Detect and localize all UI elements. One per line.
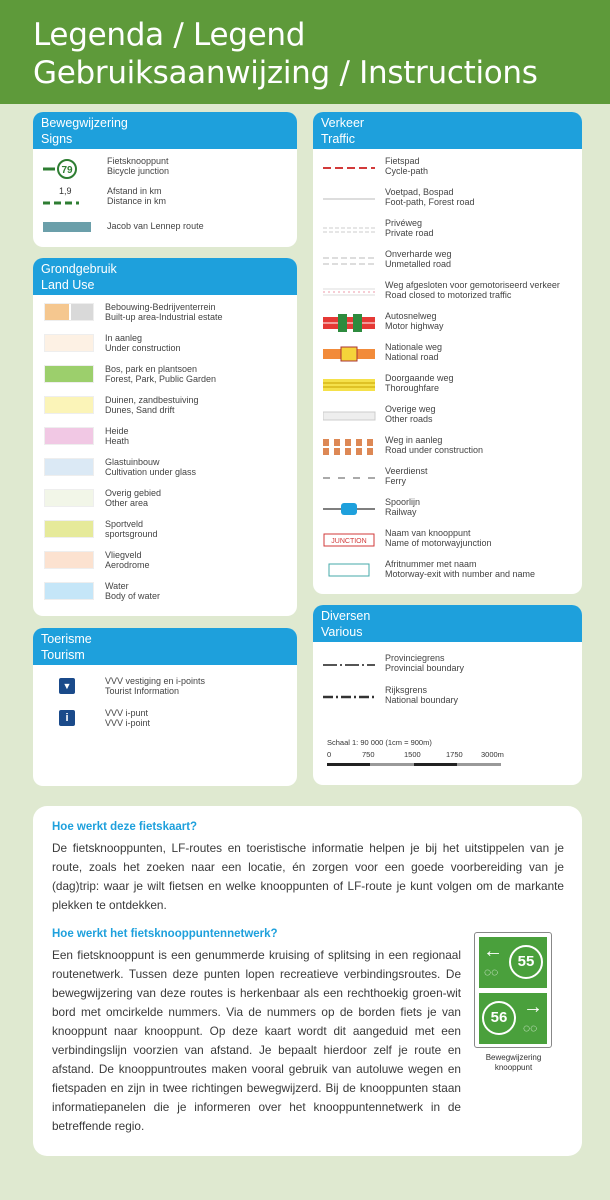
- label-nl: Doorgaande weg: [385, 373, 454, 383]
- label-nl: Bebouwing-Bedrijventerrein: [105, 302, 216, 312]
- legend-item-vvv: [33, 676, 297, 704]
- label-nl: Duinen, zandbestuiving: [105, 395, 199, 405]
- label-en: Road under construction: [385, 445, 484, 455]
- arrow-right-icon: →: [523, 996, 543, 1018]
- traffic-label: [385, 466, 428, 486]
- landuse-label: [105, 550, 150, 570]
- tourism-panel: [33, 628, 297, 786]
- traffic-item: [313, 373, 582, 401]
- landuse-item: [33, 519, 297, 547]
- junction-symbol: [43, 158, 95, 178]
- traffic-symbol: [323, 499, 375, 519]
- traffic-subtitle: Traffic: [321, 132, 356, 146]
- traffic-item: [313, 280, 582, 308]
- landuse-item: [33, 488, 297, 516]
- label-nl: Fietspad: [385, 156, 420, 166]
- label-en: Unmetalled road: [385, 259, 452, 269]
- label-nl: VVV vestiging en i-points: [105, 676, 206, 686]
- traffic-symbol: [323, 375, 375, 395]
- various-subtitle: Various: [321, 625, 363, 639]
- tourism-title: Toerisme: [41, 632, 92, 646]
- label-en: Other area: [105, 498, 149, 508]
- label-nl: Sportveld: [105, 519, 144, 529]
- label-en: Aerodrome: [105, 560, 150, 570]
- landuse-header: [33, 258, 297, 295]
- label-en: Body of water: [105, 591, 161, 601]
- label-nl: Afstand in km: [107, 186, 162, 196]
- scale-label: Schaal 1: 90 000 (1cm = 900m): [327, 738, 432, 747]
- label-en: Provincial boundary: [385, 663, 465, 673]
- label-en: Distance in km: [107, 196, 167, 206]
- landuse-label: [105, 426, 129, 446]
- scale-tick-4: 3000m: [481, 750, 504, 759]
- traffic-label: [385, 497, 420, 517]
- label-nl: Privéweg: [385, 218, 423, 228]
- label-en: Motor highway: [385, 321, 444, 331]
- label-nl: Heide: [105, 426, 129, 436]
- legend-item-provincial-boundary: [313, 653, 582, 681]
- bicycle-icon: ◌◌: [484, 965, 499, 979]
- traffic-label: [385, 559, 535, 579]
- junction-tag: JUNCTION: [331, 538, 367, 545]
- distance-symbol: [43, 188, 95, 208]
- legend-item-national-boundary: [313, 685, 582, 713]
- landuse-item: [33, 581, 297, 609]
- label-en: Railway: [385, 507, 417, 517]
- landuse-label: [105, 333, 181, 353]
- arrow-left-icon: ←: [483, 940, 503, 962]
- distance-value: 1,9: [59, 186, 72, 196]
- sign-number-top: 55: [509, 945, 543, 979]
- traffic-label: [385, 373, 454, 393]
- bicycle-icon: ◌◌: [523, 1021, 538, 1035]
- traffic-label: [385, 342, 442, 362]
- label-nl: Vliegveld: [105, 550, 142, 560]
- label-en: VVV i-point: [105, 718, 151, 728]
- traffic-symbol: [323, 468, 375, 488]
- signs-header: [33, 112, 297, 149]
- traffic-symbol: [323, 189, 375, 209]
- traffic-title: Verkeer: [321, 116, 365, 130]
- traffic-item: [313, 218, 582, 246]
- landuse-label: [105, 302, 223, 322]
- legend-item-distance: [33, 186, 297, 214]
- label-en: Foot-path, Forest road: [385, 197, 475, 207]
- traffic-label: [385, 218, 434, 238]
- sign-top-panel: [479, 937, 547, 988]
- traffic-label: [385, 187, 475, 207]
- landuse-item: [33, 395, 297, 423]
- color-swatch: [44, 458, 94, 476]
- label-nl: In aanleg: [105, 333, 143, 343]
- color-swatch: [44, 303, 94, 321]
- sign-caption: Bewegwijzering knooppunt: [485, 1053, 542, 1072]
- traffic-symbol: [323, 406, 375, 426]
- signs-subtitle: Signs: [41, 132, 73, 146]
- traffic-label: [385, 404, 436, 424]
- traffic-label: [385, 435, 483, 455]
- traffic-symbol: [323, 530, 375, 550]
- paragraph-network: Een fietsknooppunt is een genummerde kruising of splitsing in een regionaal routenetwerk. Tussen deze punten lopen recreatieve verbindingsroutes. De bewegwijzering van deze routes is herkenbaar als een rechthoekig groen-wit bord met omcirkelde nummers. Via de nummers op de borden fiets je van knooppunt naar knooppunt. Op deze kaart wordt dit aangeduid met een verbindingslijn voorzien van afstand. Je bepaalt hierdoor zelf je route en afstand. De knooppuntroutes maken vooral gebruik van autoluwe wegen en fietspaden en zijn in twee richtingen bewegwijzerd. Bij de knooppunten staan informatiepanelen die je informeren over het knooppuntennetwerk in de betreffende regio.: [52, 948, 461, 1133]
- label-en: sportsground: [105, 529, 158, 539]
- provincial-boundary-symbol: [323, 655, 375, 675]
- label-nl: Overig gebied: [105, 488, 162, 498]
- label-nl: Weg in aanleg: [385, 435, 443, 445]
- scale-tick-0: 0: [327, 750, 332, 759]
- traffic-label: [385, 280, 560, 300]
- label-nl: Naam van knooppunt: [385, 528, 471, 538]
- legend-item-jacob-van-lennep: [33, 216, 297, 244]
- label-en: Private road: [385, 228, 434, 238]
- color-swatch: [44, 427, 94, 445]
- label-en: Forest, Park, Public Garden: [105, 374, 217, 384]
- label-nl: Onverharde weg: [385, 249, 452, 259]
- label-nl: Provinciegrens: [385, 653, 445, 663]
- landuse-item: [33, 457, 297, 485]
- traffic-item: [313, 497, 582, 525]
- traffic-item: [313, 342, 582, 370]
- traffic-item: [313, 187, 582, 215]
- scale-tick-2: 1500: [404, 750, 421, 759]
- national-boundary-symbol: [323, 687, 375, 707]
- label-nl: Rijksgrens: [385, 685, 428, 695]
- landuse-label: [105, 457, 196, 477]
- legend-item-i-point: [33, 708, 297, 736]
- landuse-item: [33, 302, 297, 330]
- junction-badge-number: 79: [61, 165, 73, 176]
- landuse-label: [105, 364, 216, 384]
- label-nl: Jacob van Lennep route: [107, 221, 204, 231]
- color-swatch: [44, 334, 94, 352]
- color-swatch: [44, 551, 94, 569]
- scale-tick-3: 1750: [446, 750, 463, 759]
- tourism-subtitle: Tourism: [41, 648, 85, 662]
- label-en: National boundary: [385, 695, 459, 705]
- landuse-title: Grondgebruik: [41, 262, 117, 276]
- traffic-panel: [313, 112, 582, 594]
- landuse-item: [33, 333, 297, 361]
- instructions-panel: [33, 806, 582, 1156]
- traffic-label: [385, 528, 492, 548]
- question-map: Hoe werkt deze fietskaart?: [52, 821, 198, 833]
- signs-title: Bewegwijzering: [41, 116, 128, 130]
- label-en: Dunes, Sand drift: [105, 405, 175, 415]
- label-en: Cultivation under glass: [105, 467, 197, 477]
- landuse-subtitle: Land Use: [41, 278, 95, 292]
- label-en: Heath: [105, 436, 130, 446]
- question-network: Hoe werkt het fietsknooppuntennetwerk?: [52, 928, 278, 940]
- traffic-symbol: [323, 158, 375, 178]
- label-en: Bicycle junction: [107, 166, 170, 176]
- label-en: Tourist Information: [105, 686, 180, 696]
- various-panel: [313, 605, 582, 785]
- label-nl: Afritnummer met naam: [385, 559, 477, 569]
- label-nl: Nationale weg: [385, 342, 443, 352]
- landuse-item: [33, 364, 297, 392]
- color-swatch: [44, 365, 94, 383]
- landuse-label: [105, 488, 161, 508]
- label-nl: VVV i-punt: [105, 708, 149, 718]
- label-nl: Veerdienst: [385, 466, 428, 476]
- signs-panel: [33, 112, 297, 247]
- color-swatch: [44, 489, 94, 507]
- label-nl: Glastuinbouw: [105, 457, 160, 467]
- traffic-item: [313, 156, 582, 184]
- title-instructions: Gebruiksaanwijzing / Instructions: [33, 55, 538, 91]
- landuse-item: [33, 550, 297, 578]
- traffic-symbol: [323, 313, 375, 333]
- sign-bottom-panel: [479, 993, 547, 1044]
- label-en: Road closed to motorized traffic: [385, 290, 512, 300]
- traffic-item: [313, 528, 582, 556]
- traffic-symbol: [323, 561, 375, 581]
- label-en: Under construction: [105, 343, 181, 353]
- title-legend: Legenda / Legend: [33, 17, 306, 53]
- landuse-item: [33, 426, 297, 454]
- color-swatch: [44, 582, 94, 600]
- traffic-symbol: [323, 220, 375, 240]
- color-swatch: [44, 520, 94, 538]
- legend-item-bicycle-junction: [33, 156, 297, 184]
- label-en: Name of motorwayjunction: [385, 538, 492, 548]
- label-en: Built-up area-Industrial estate: [105, 312, 223, 322]
- vvv-icon: ▼: [43, 678, 95, 698]
- traffic-header: [313, 112, 582, 149]
- label-nl: Voetpad, Bospad: [385, 187, 454, 197]
- traffic-item: [313, 249, 582, 277]
- traffic-label: [385, 311, 444, 331]
- traffic-symbol: [323, 251, 375, 271]
- landuse-panel: [33, 258, 297, 616]
- traffic-symbol: [323, 282, 375, 302]
- route-symbol: [43, 218, 95, 238]
- label-nl: Overige weg: [385, 404, 436, 414]
- landuse-label: [105, 581, 160, 601]
- label-en: Cycle-path: [385, 166, 429, 176]
- label-nl: Water: [105, 581, 129, 591]
- label-nl: Autosnelweg: [385, 311, 437, 321]
- landuse-label: [105, 519, 158, 539]
- traffic-symbol: [323, 344, 375, 364]
- scale-bar: [327, 750, 507, 776]
- traffic-item: [313, 435, 582, 463]
- traffic-label: [385, 156, 428, 176]
- label-en: Ferry: [385, 476, 406, 486]
- traffic-symbol: [323, 437, 375, 457]
- paragraph-map: De fietsknooppunten, LF-routes en toeristische informatie helpen je bij het uitstippelen van je route, zoals het zoeken naar een locatie, én zorgen voor een goede voorbereiding van je (dag)trip: waar je wilt fietsen en welke knooppunten of LF-route je kunt volgen om de markante plekken te ontdekken.: [52, 841, 564, 912]
- traffic-item: [313, 404, 582, 432]
- label-en: Other roads: [385, 414, 433, 424]
- tourism-header: [33, 628, 297, 665]
- scale-tick-1: 750: [362, 750, 375, 759]
- label-en: National road: [385, 352, 439, 362]
- color-swatch: [44, 396, 94, 414]
- sign-number-bottom: 56: [482, 1001, 516, 1035]
- traffic-item: [313, 559, 582, 587]
- info-icon: i: [43, 710, 95, 730]
- label-nl: Bos, park en plantsoen: [105, 364, 198, 374]
- landuse-label: [105, 395, 199, 415]
- label-nl: Fietsknooppunt: [107, 156, 169, 166]
- traffic-item: [313, 466, 582, 494]
- traffic-label: [385, 249, 452, 269]
- various-title: Diversen: [321, 609, 371, 623]
- label-nl: Spoorlijn: [385, 497, 421, 507]
- label-en: Thoroughfare: [385, 383, 440, 393]
- junction-sign: [474, 932, 552, 1048]
- various-header: [313, 605, 582, 642]
- traffic-item: [313, 311, 582, 339]
- label-en: Motorway-exit with number and name: [385, 569, 536, 579]
- header: [0, 0, 610, 104]
- label-nl: Weg afgesloten voor gemotoriseerd verkeer: [385, 280, 560, 290]
